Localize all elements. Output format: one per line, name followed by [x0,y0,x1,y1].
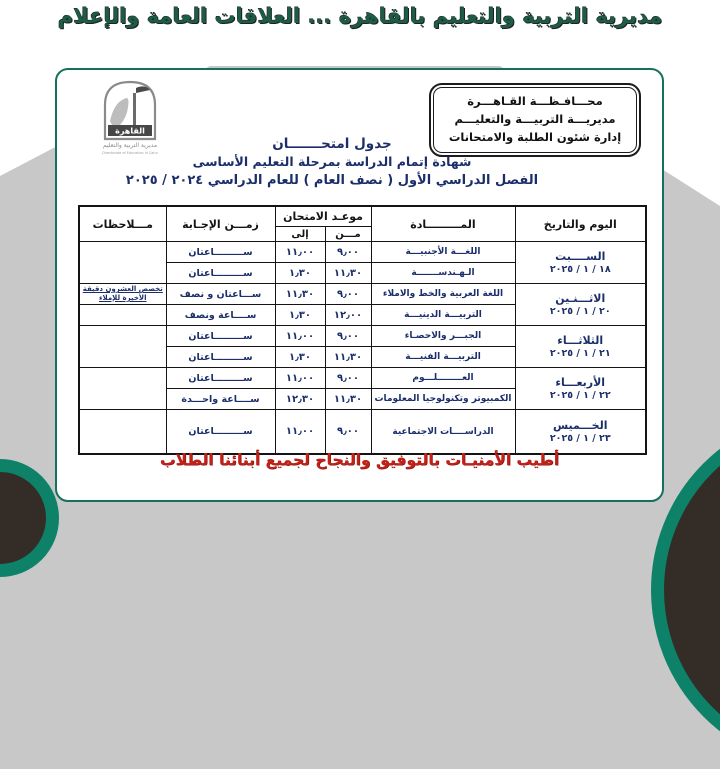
table-row [79,284,646,305]
subject-cell: الدراســــات الاجتماعية [371,410,515,455]
day-date: ٢٢ / ١ / ٢٠٢٥ [549,389,611,401]
day-date-cell [515,242,646,284]
logo-caption-arabic: مديرية التربية والتعليم [102,142,158,149]
duration-cell: ســـــــــاعتان [166,347,275,368]
day-name: الخـــميس [552,418,608,432]
day-date: ١٨ / ١ / ٢٠٢٥ [549,263,611,275]
note-cell [79,410,166,455]
duration-cell: ســــاعة واحـــدة [166,389,275,410]
table-row [79,242,646,263]
header-duration: زمـــن الإجـابة [166,206,275,242]
time-to-cell: ١١٫٠٠ [275,242,325,263]
duration-cell: ســــاعة ونصف [166,305,275,326]
table-row [79,368,646,389]
semester-subtitle: الفصل الدراسي الأول ( نصف العام ) للعام الدراسي ٢٠٢٤ / ٢٠٢٥ [125,173,539,188]
header-subject: المـــــــــادة [371,206,515,242]
time-to-cell: ١٫٣٠ [275,305,325,326]
stamp-line-administration: إدارة شئون الطلبة والامتحانات [448,129,622,144]
subject-cell: التربيـــة الفنيـــة [371,347,515,368]
duration-cell: ســـــــــاعتان [166,242,275,263]
exam-schedule-table [78,205,647,455]
time-from-cell: ٩٫٠٠ [325,284,371,305]
header-exam-time: موعـد الامتحان [275,206,371,227]
time-to-cell: ١١٫٣٠ [275,284,325,305]
note-cell [79,305,166,326]
note-text: تخصص العشرون دقيقة الأخيرة للإملاء [82,285,163,302]
time-from-cell: ١١٫٣٠ [325,263,371,284]
note-cell [79,326,166,368]
logo-caption-english: Directorate of Education in Cairo [102,151,158,155]
corner-circle-bottom-left [0,459,59,577]
subject-cell: الـهـندســـــــة [371,263,515,284]
header-notes: مـــلاحظات [79,206,166,242]
day-name: الســــبت [555,249,606,263]
subject-cell: اللغة العربية والخط والاملاء [371,284,515,305]
header-day-date: اليوم والتاريخ [515,206,646,242]
stamp-line-governorate: محـــافـظـــة القـاهـــرة [467,94,603,109]
time-from-cell: ١٢٫٠٠ [325,305,371,326]
day-date: ٢٠ / ١ / ٢٠٢٥ [549,305,611,317]
table-row [79,410,646,455]
subject-cell: اللغـــة الأجنبيـــة [371,242,515,263]
day-name: الثلاثـــاء [557,333,604,347]
duration-cell: ســـــــــاعتان [166,368,275,389]
footer-wishes-text: أطيب الأمنيـات بالتوفيق والنجاح لجميع أبنائنا الطلاب [159,451,560,469]
time-to-cell: ١١٫٠٠ [275,368,325,389]
duration-cell: ســـــــــاعتان [166,326,275,347]
day-date-cell [515,410,646,455]
certificate-subtitle: شهادة إتمام الدراسة بمرحلة التعليم الأساسى [192,154,472,169]
note-cell [79,284,166,305]
document-panel [55,68,664,502]
duration-cell: ســـــــــاعتان [166,263,275,284]
header-time-to: إلى [275,227,325,242]
note-cell [79,242,166,284]
subject-cell: الكمبيوتر وتكنولوجيا المعلومات [371,389,515,410]
duration-cell: ســـــــــاعتان [166,410,275,455]
schedule-table-container [78,205,647,455]
day-name: الأربعـــاء [555,375,606,389]
document-title-block [77,136,587,188]
time-to-cell: ١٢٫٣٠ [275,389,325,410]
time-to-cell: ١١٫٠٠ [275,326,325,347]
day-name: الاثـــنـين [555,291,606,305]
note-cell [79,368,166,410]
schedule-table-body [79,242,646,455]
stamp-line-directorate: مديريـــة التربيـــة والتعليـــم [454,112,616,127]
day-date-cell [515,326,646,368]
subject-cell: الجبـــر والاحصـاء [371,326,515,347]
time-from-cell: ٩٫٠٠ [325,410,371,455]
table-row [79,326,646,347]
time-to-cell: ١٫٣٠ [275,347,325,368]
time-to-cell: ١١٫٠٠ [275,410,325,455]
subject-cell: التربيـــة الدينيـــة [371,305,515,326]
time-from-cell: ٩٫٠٠ [325,326,371,347]
day-date: ٢١ / ١ / ٢٠٢٥ [549,347,611,359]
subject-cell: العــــــــلـــوم [371,368,515,389]
time-from-cell: ١١٫٣٠ [325,347,371,368]
time-from-cell: ٩٫٠٠ [325,368,371,389]
day-date-cell [515,284,646,326]
exam-schedule-title: جدول امتحـــــــان [272,136,392,152]
duration-cell: ســـاعتان و نصف [166,284,275,305]
page-title: مديرية التربية والتعليم بالقاهرة ... العلاقات العامة والإعلام [57,4,663,28]
header-time-from: مـــن [325,227,371,242]
day-date: ٢٣ / ١ / ٢٠٢٥ [549,432,611,444]
day-date-cell [515,368,646,410]
time-from-cell: ٩٫٠٠ [325,242,371,263]
time-from-cell: ١١٫٣٠ [325,389,371,410]
logo-name-band: القاهرة [115,126,145,136]
time-to-cell: ١٫٣٠ [275,263,325,284]
